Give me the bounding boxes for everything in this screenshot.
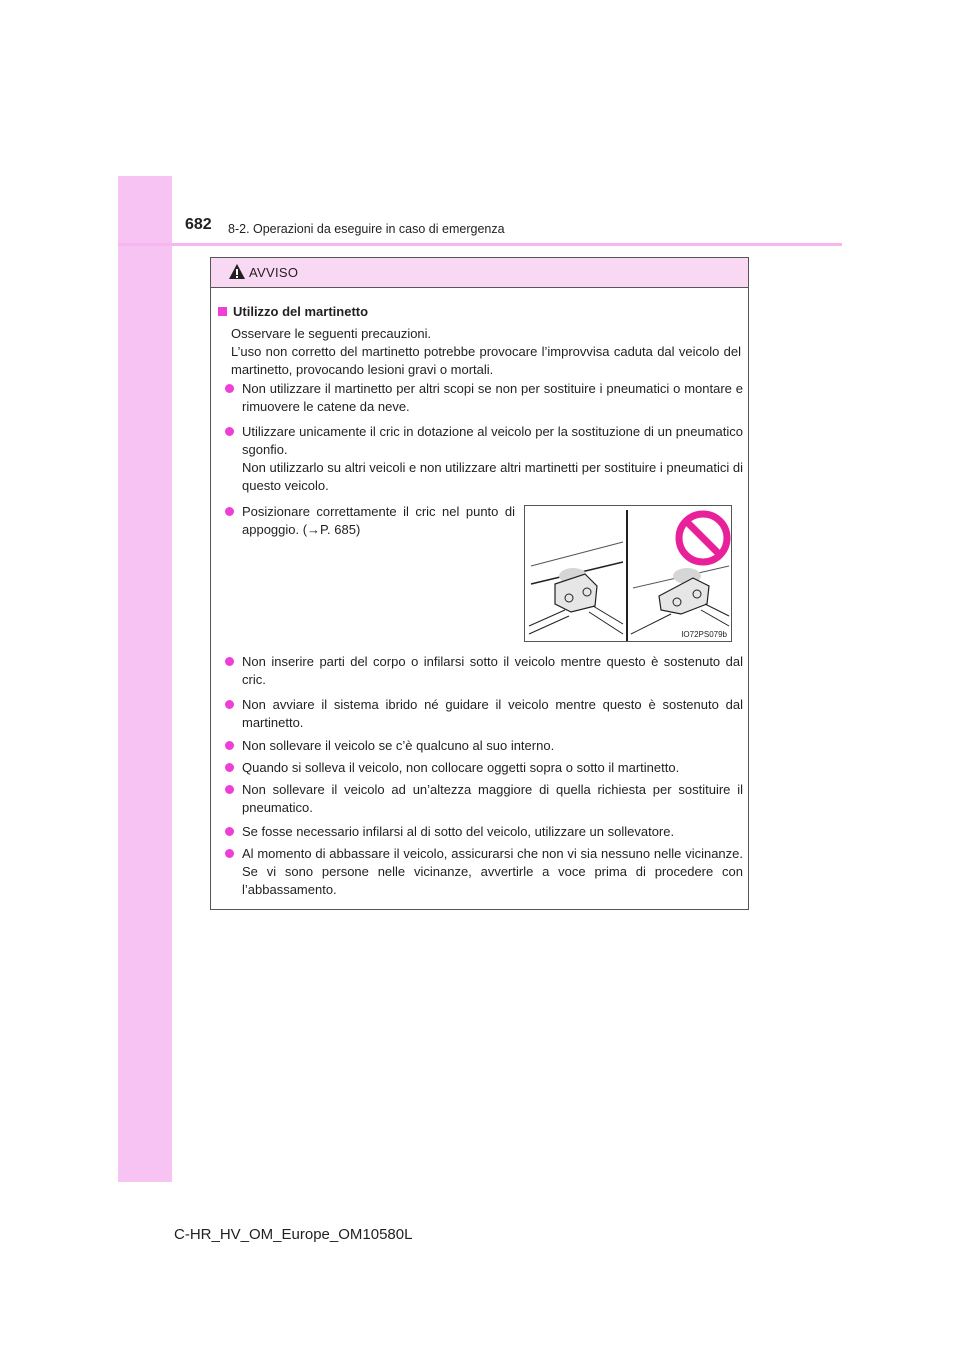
warning-title: AVVISO xyxy=(249,265,299,280)
list-item xyxy=(225,653,743,689)
list-item xyxy=(225,696,743,732)
list-item xyxy=(225,737,743,755)
list-item xyxy=(225,423,743,495)
bullet-icon xyxy=(225,827,234,836)
bullet-icon xyxy=(225,741,234,750)
list-item xyxy=(225,823,743,841)
page-number: 682 xyxy=(185,216,212,233)
section-title: 8-2. Operazioni da eseguire in caso di emergenza xyxy=(228,222,505,236)
bullet-icon xyxy=(225,849,234,858)
bullet-icon xyxy=(225,384,234,393)
side-band xyxy=(118,176,172,1182)
bullet-icon xyxy=(225,427,234,436)
list-item-text: Posizionare correttamente il cric nel punto di appoggio. (→P. 685) xyxy=(242,504,515,537)
list-item-text: Al momento di abbassare il veicolo, assicurarsi che non vi sia nessuno nelle vicinanze. Se vi sono persone nelle vicinanze, avvertirle a voce prima di procedere con l’abbassamento. xyxy=(242,846,743,897)
list-item-text: Utilizzare unicamente il cric in dotazione al veicolo per la sostituzione di un pneumatico sgonfio. Non utilizzarlo su altri veicoli e non utilizzare altri martinetti per sostituire i pneumatici di questo veicolo. xyxy=(242,424,743,493)
intro-text: Osservare le seguenti precauzioni. L’uso non corretto del martinetto potrebbe provocare l’improvvisa caduta dal veicolo del martinetto, provocando lesioni gravi o mortali. xyxy=(231,326,741,377)
jack-drawing xyxy=(525,506,731,641)
footer-doc-id: C-HR_HV_OM_Europe_OM10580L xyxy=(174,1226,413,1243)
jack-illustration xyxy=(524,505,732,642)
figure-code: IO72PS079b xyxy=(681,630,727,639)
sub-heading xyxy=(218,304,368,319)
list-item-text: Non inserire parti del corpo o infilarsi sotto il veicolo mentre questo è sostenuto dal cric. xyxy=(242,654,743,687)
warning-header xyxy=(211,258,748,288)
list-item xyxy=(225,781,743,817)
bullet-icon xyxy=(225,763,234,772)
list-item xyxy=(225,845,743,899)
header-rule xyxy=(118,243,842,246)
warning-box xyxy=(210,257,749,910)
bullet-icon xyxy=(225,657,234,666)
list-item xyxy=(225,759,743,777)
list-item-text: Non avviare il sistema ibrido né guidare il veicolo mentre questo è sostenuto dal martinetto. xyxy=(242,697,743,730)
bullet-icon xyxy=(225,507,234,516)
square-bullet-icon xyxy=(218,307,227,316)
list-item-text: Quando si solleva il veicolo, non collocare oggetti sopra o sotto il martinetto. xyxy=(242,760,680,775)
list-item xyxy=(225,503,515,539)
list-item-text: Non sollevare il veicolo ad un’altezza maggiore di quella richiesta per sostituire il pneumatico. xyxy=(242,782,743,815)
list-item-text: Non sollevare il veicolo se c’è qualcuno al suo interno. xyxy=(242,738,555,753)
warning-triangle-icon xyxy=(228,263,246,280)
list-item-text: Se fosse necessario infilarsi al di sotto del veicolo, utilizzare un sollevatore. xyxy=(242,824,675,839)
list-item-text: Non utilizzare il martinetto per altri scopi se non per sostituire i pneumatici o montare e rimuovere le catene da neve. xyxy=(242,381,743,414)
sub-heading-text: Utilizzo del martinetto xyxy=(233,304,369,319)
bullet-icon xyxy=(225,785,234,794)
list-item xyxy=(225,380,743,416)
bullet-icon xyxy=(225,700,234,709)
